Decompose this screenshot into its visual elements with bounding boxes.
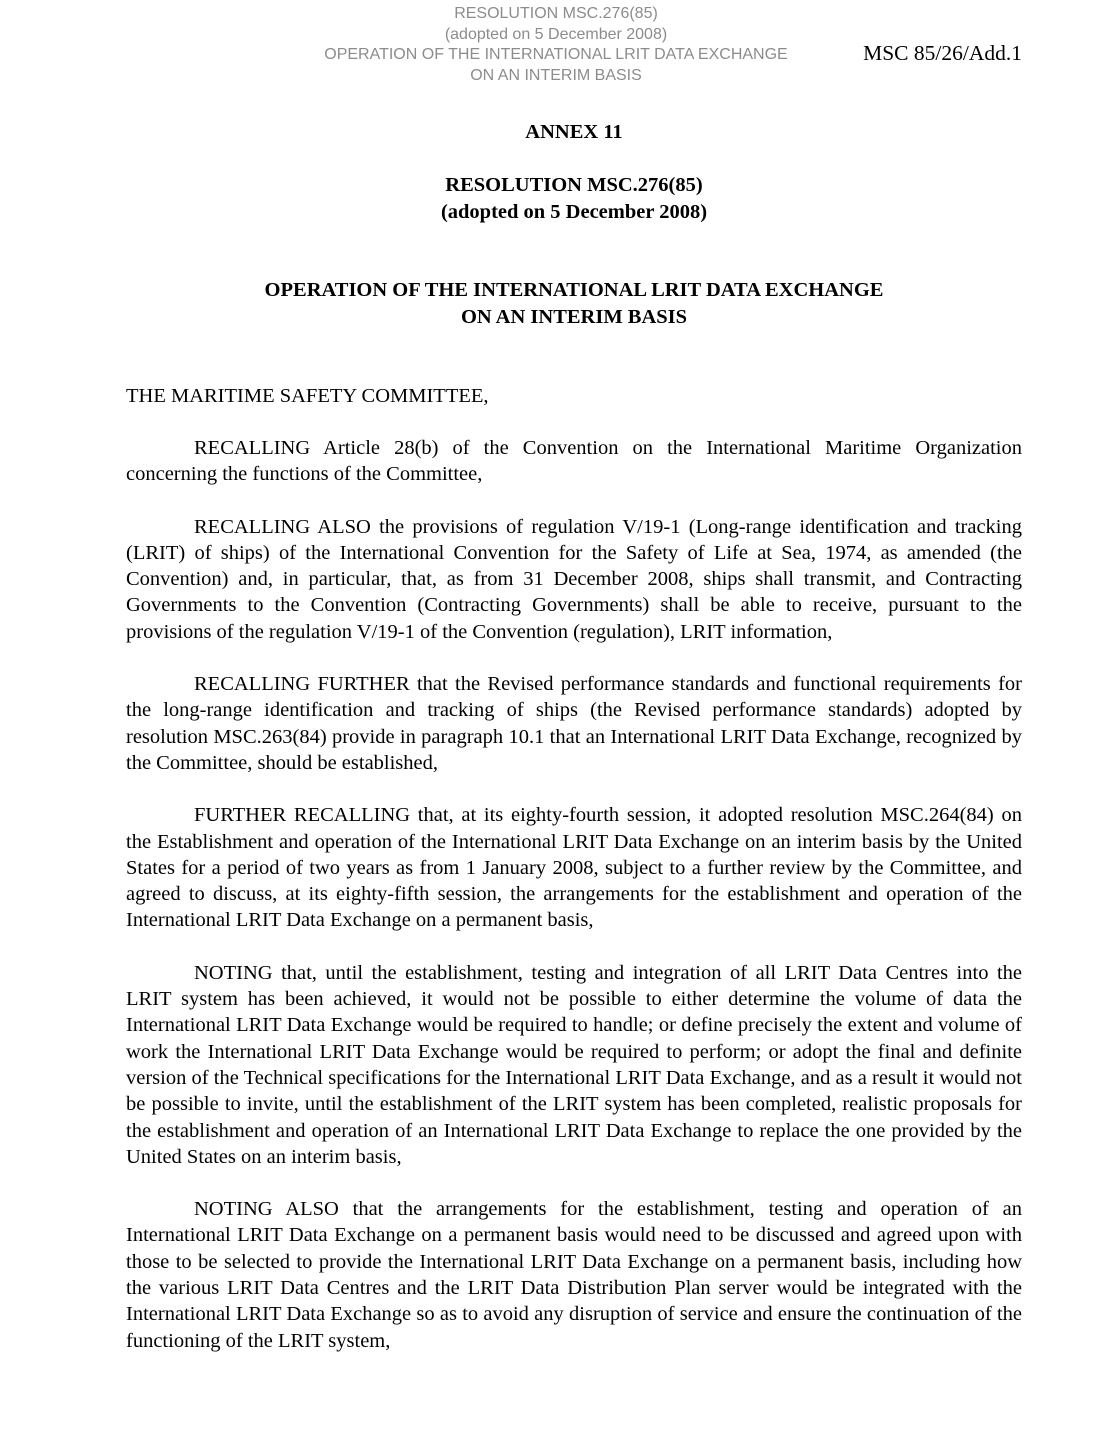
document-reference: MSC 85/26/Add.1 — [863, 41, 1022, 65]
preamble-body — [126, 435, 1022, 1354]
running-header-line-4: ON AN INTERIM BASIS — [470, 66, 642, 84]
subject-line-2: ON AN INTERIM BASIS — [460, 305, 688, 328]
preamble-paragraph — [126, 435, 1022, 488]
paragraph-text: RECALLING ALSO the provisions of regulation V/19-1 (Long-range identification and tracking (LRIT) of ships) of the International Convention for the Safety of Life at Sea, 1974, as amended (the Convention) and, in particular, that, as from 31 December 2008, ships shall transmit, and Contracting Governments to the Convention (Contracting Governments) shall be able to receive, pursuant to the provisions of the regulation V/19-1 of the Convention (regulation), LRIT information, — [126, 515, 1022, 643]
paragraph-text: RECALLING FURTHER that the Revised performance standards and functional requirements for the long-range identification and tracking of ships (the Revised performance standards) adopted by resolution MSC.263(84) provide in paragraph 10.1 that an International LRIT Data Exchange, recognized by the Committee, should be established, — [126, 673, 1022, 774]
paragraph-text: RECALLING Article 28(b) of the Convention on the International Maritime Organization concerning the functions of the Committee, — [126, 437, 1022, 486]
preamble-paragraph — [126, 514, 1022, 645]
running-header-line-1: RESOLUTION MSC.276(85) — [454, 5, 658, 22]
paragraph-text: NOTING that, until the establishment, testing and integration of all LRIT Data Centres into the LRIT system has been achieved, it would not be possible to either determine the volume of data the International LRIT Data Exchange would be required to handle; or define precisely the extent and volume of work the International LRIT Data Exchange would be required to perform; or adopt the final and definite version of the Technical specifications for the International LRIT Data Exchange, and as a result it would not be possible to invite, until the establishment of the LRIT system has been completed, realistic proposals for the establishment and operation of an International LRIT Data Exchange to replace the one provided by the United States on an interim basis, — [126, 961, 1022, 1168]
resolution-adopted-date: (adopted on 5 December 2008) — [440, 200, 708, 223]
annex-title: ANNEX 11 — [525, 121, 623, 143]
running-header-line-2: (adopted on 5 December 2008) — [444, 25, 668, 43]
preamble-paragraph — [126, 671, 1022, 776]
preamble-paragraph — [126, 960, 1022, 1170]
preamble-paragraph — [126, 1196, 1022, 1354]
preamble-paragraph — [126, 802, 1022, 933]
resolution-heading — [126, 172, 1022, 225]
committee-line: THE MARITIME SAFETY COMMITTEE, — [126, 385, 489, 407]
paragraph-text: FURTHER RECALLING that, at its eighty-fourth session, it adopted resolution MSC.264(84) on the Establishment and operation of the International LRIT Data Exchange on an interim basis by the United States for a period of two years as from 1 January 2008, subject to a further review by the Committee, and agreed to discuss, at its eighty-fifth session, the arrangements for the establishment and operation of the International LRIT Data Exchange on a permanent basis, — [126, 804, 1022, 932]
subject-heading — [126, 277, 1022, 330]
running-header-line-3: OPERATION OF THE INTERNATIONAL LRIT DATA EXCHANGE — [324, 46, 788, 63]
annex-heading — [126, 119, 1022, 146]
running-header — [300, 4, 812, 86]
resolution-title: RESOLUTION MSC.276(85) — [445, 174, 703, 196]
subject-line-1: OPERATION OF THE INTERNATIONAL LRIT DATA EXCHANGE — [264, 279, 884, 301]
paragraph-text: NOTING ALSO that the arrangements for the establishment, testing and operation of an International LRIT Data Exchange on a permanent basis would need to be discussed and agreed upon with those to be selected to provide the International LRIT Data Exchange on a permanent basis, including how the various LRIT Data Centres and the LRIT Data Distribution Plan server would be integrated with the International LRIT Data Exchange so as to avoid any disruption of service and ensure the continuation of the functioning of the LRIT system, — [126, 1198, 1022, 1352]
